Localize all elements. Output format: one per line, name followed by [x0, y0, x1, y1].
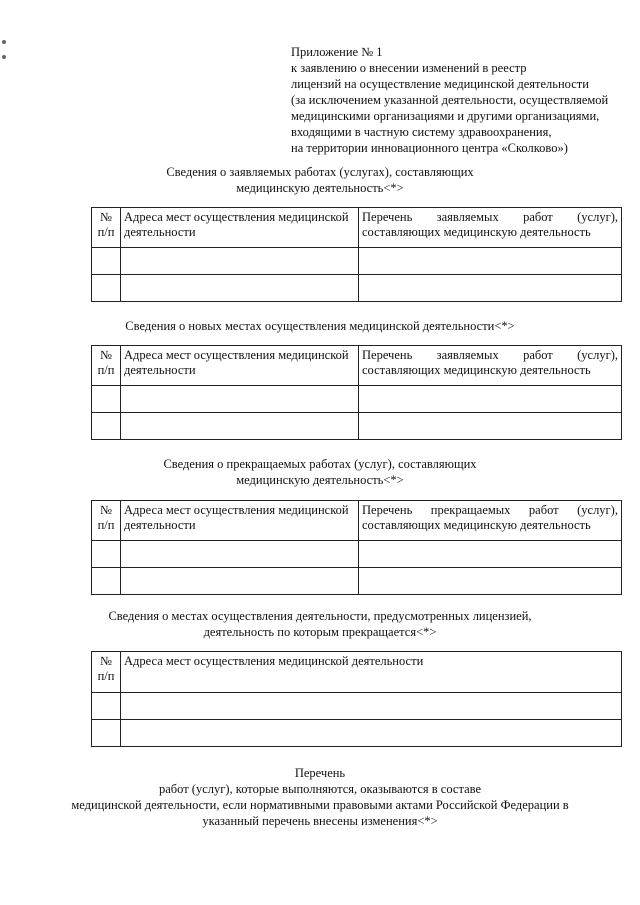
col-list-header: Перечень заявляемых работ (услуг), составляющих медицинскую деятельность [359, 208, 622, 248]
section4-table [91, 651, 622, 747]
col-address-header: Адреса мест осуществления медицинской деятельности [121, 652, 622, 693]
col-number-header: № п/п [92, 346, 121, 386]
table-row [92, 275, 622, 302]
table-cell[interactable] [121, 693, 622, 720]
table-cell[interactable] [121, 541, 359, 568]
table-cell[interactable] [121, 568, 359, 595]
appendix-line: лицензий на осуществление медицинской деятельности [291, 77, 589, 91]
col-number-header: № п/п [92, 208, 121, 248]
section1-table [91, 207, 622, 302]
table-cell[interactable] [359, 413, 622, 440]
table-cell[interactable] [121, 720, 622, 747]
table-header-row [92, 208, 622, 248]
table-header-row [92, 501, 622, 541]
table-cell[interactable] [92, 568, 121, 595]
table-cell[interactable] [121, 248, 359, 275]
table-row [92, 720, 622, 747]
appendix-line: входящими в частную систему здравоохранения, [291, 125, 552, 139]
appendix-header [291, 44, 631, 156]
table-cell[interactable] [92, 386, 121, 413]
table-cell[interactable] [92, 720, 121, 747]
table-row [92, 541, 622, 568]
table-header-row [92, 346, 622, 386]
scan-speck [2, 40, 6, 44]
table-row [92, 693, 622, 720]
table-cell[interactable] [359, 275, 622, 302]
appendix-line: к заявлению о внесении изменений в реестр [291, 61, 527, 75]
section2-table [91, 345, 622, 440]
table-cell[interactable] [92, 541, 121, 568]
table-cell[interactable] [121, 386, 359, 413]
table-row [92, 568, 622, 595]
section2-heading: Сведения о новых местах осуществления медицинской деятельности<*> [125, 319, 515, 333]
col-address-header: Адреса мест осуществления медицинской деятельности [121, 208, 359, 248]
section5-heading: Перечень работ (услуг), которые выполняются, оказываются в составе медицинской деятельности, если нормативными правовыми актами Российской Федерации в указанный перечень внесены изменения<*> [71, 766, 569, 828]
table-row [92, 248, 622, 275]
scan-speck [2, 55, 6, 59]
table-cell[interactable] [359, 568, 622, 595]
col-number-header: № п/п [92, 501, 121, 541]
table-header-row [92, 652, 622, 693]
table-cell[interactable] [359, 541, 622, 568]
section1-heading: Сведения о заявляемых работах (услугах), составляющих медицинскую деятельность<*> [166, 165, 474, 195]
col-number-header: № п/п [92, 652, 121, 693]
appendix-line: медицинскими организациями и другими организациями, [291, 109, 600, 123]
table-cell[interactable] [121, 413, 359, 440]
col-address-header: Адреса мест осуществления медицинской деятельности [121, 501, 359, 541]
table-cell[interactable] [121, 275, 359, 302]
table-cell[interactable] [92, 693, 121, 720]
table-row [92, 386, 622, 413]
section3-heading: Сведения о прекращаемых работах (услуг), составляющих медицинскую деятельность<*> [163, 457, 477, 487]
col-address-header: Адреса мест осуществления медицинской деятельности [121, 346, 359, 386]
col-list-header: Перечень прекращаемых работ (услуг), составляющих медицинскую деятельность [359, 501, 622, 541]
appendix-line: (за исключением указанной деятельности, осуществляемой [291, 93, 609, 107]
table-cell[interactable] [92, 248, 121, 275]
section3-table [91, 500, 622, 595]
appendix-title: Приложение № 1 [291, 45, 383, 59]
section4-heading: Сведения о местах осуществления деятельности, предусмотренных лицензией, деятельность по которым прекращается<*> [108, 609, 532, 639]
table-cell[interactable] [359, 248, 622, 275]
table-row [92, 413, 622, 440]
appendix-line: на территории инновационного центра «Сколково») [291, 141, 568, 155]
table-cell[interactable] [92, 275, 121, 302]
col-list-header: Перечень заявляемых работ (услуг), составляющих медицинскую деятельность [359, 346, 622, 386]
table-cell[interactable] [92, 413, 121, 440]
table-cell[interactable] [359, 386, 622, 413]
